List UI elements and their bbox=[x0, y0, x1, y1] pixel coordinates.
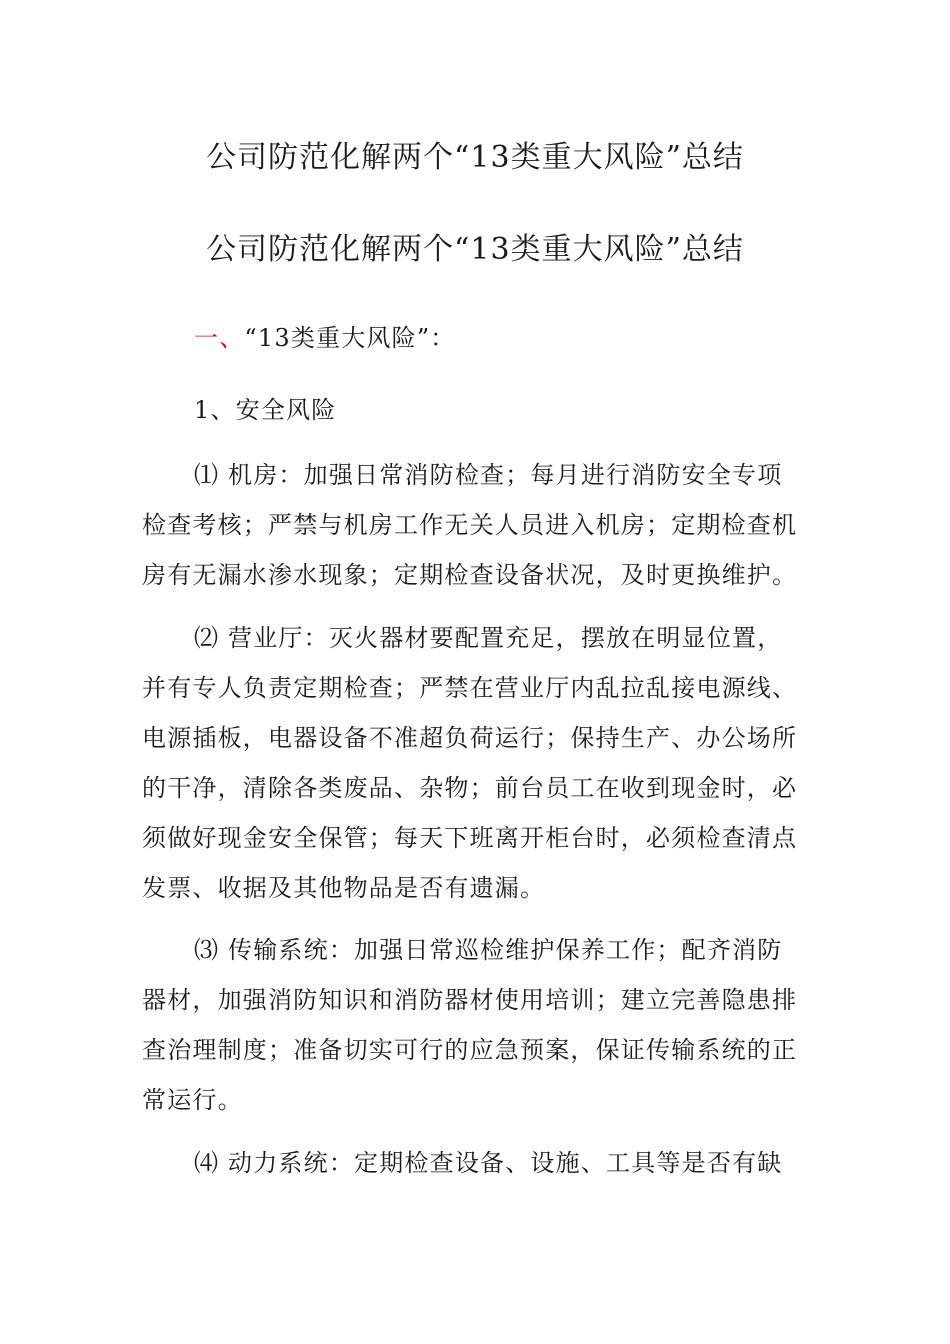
paragraph-3-line-1: ⑶ 传输系统：加强日常巡检维护保养工作；配齐消防 bbox=[194, 936, 783, 964]
paragraph-3-line-3: 查治理制度；准备切实可行的应急预案，保证传输系统的正 bbox=[142, 1036, 798, 1064]
section-heading bbox=[194, 318, 860, 353]
paragraph-1-line-3: 房有无漏水渗水现象；定期检查设备状况，及时更换维护。 bbox=[142, 561, 798, 589]
paragraph-4-line-1: ⑷ 动力系统：定期检查设备、设施、工具等是否有缺 bbox=[194, 1149, 783, 1177]
document-subtitle: 公司防范化解两个“13类重大风险”总结 bbox=[206, 232, 744, 267]
paragraph-2-line-3: 电源插板，电器设备不准超负荷运行；保持生产、办公场所 bbox=[142, 724, 798, 752]
subheading-safety-risk: 1、安全风险 bbox=[194, 396, 337, 424]
paragraph-2-line-2: 并有专人负责定期检查；严禁在营业厅内乱拉乱接电源线、 bbox=[142, 674, 798, 702]
document-title: 公司防范化解两个“13类重大风险”总结 bbox=[206, 140, 744, 175]
paragraph-1-line-2: 检查考核；严禁与机房工作无关人员进入机房；定期检查机 bbox=[142, 511, 798, 539]
paragraph-3-line-4: 常运行。 bbox=[142, 1086, 243, 1114]
paragraph-2-line-4: 的干净，清除各类废品、杂物；前台员工在收到现金时，必 bbox=[142, 774, 798, 802]
paragraph-1-line-1: ⑴ 机房：加强日常消防检查；每月进行消防安全专项 bbox=[194, 461, 783, 489]
section-number: 一、 bbox=[194, 324, 245, 352]
paragraph-2-line-5: 须做好现金安全保管；每天下班离开柜台时，必须检查清点 bbox=[142, 824, 798, 852]
paragraph-3-line-2: 器材，加强消防知识和消防器材使用培训；建立完善隐患排 bbox=[142, 986, 798, 1014]
paragraph-2-line-6: 发票、收据及其他物品是否有遗漏。 bbox=[142, 874, 546, 902]
section-heading-text: “13类重大风险”： bbox=[244, 324, 456, 352]
paragraph-2-line-1: ⑵ 营业厅：灭火器材要配置充足，摆放在明显位置， bbox=[194, 624, 783, 652]
